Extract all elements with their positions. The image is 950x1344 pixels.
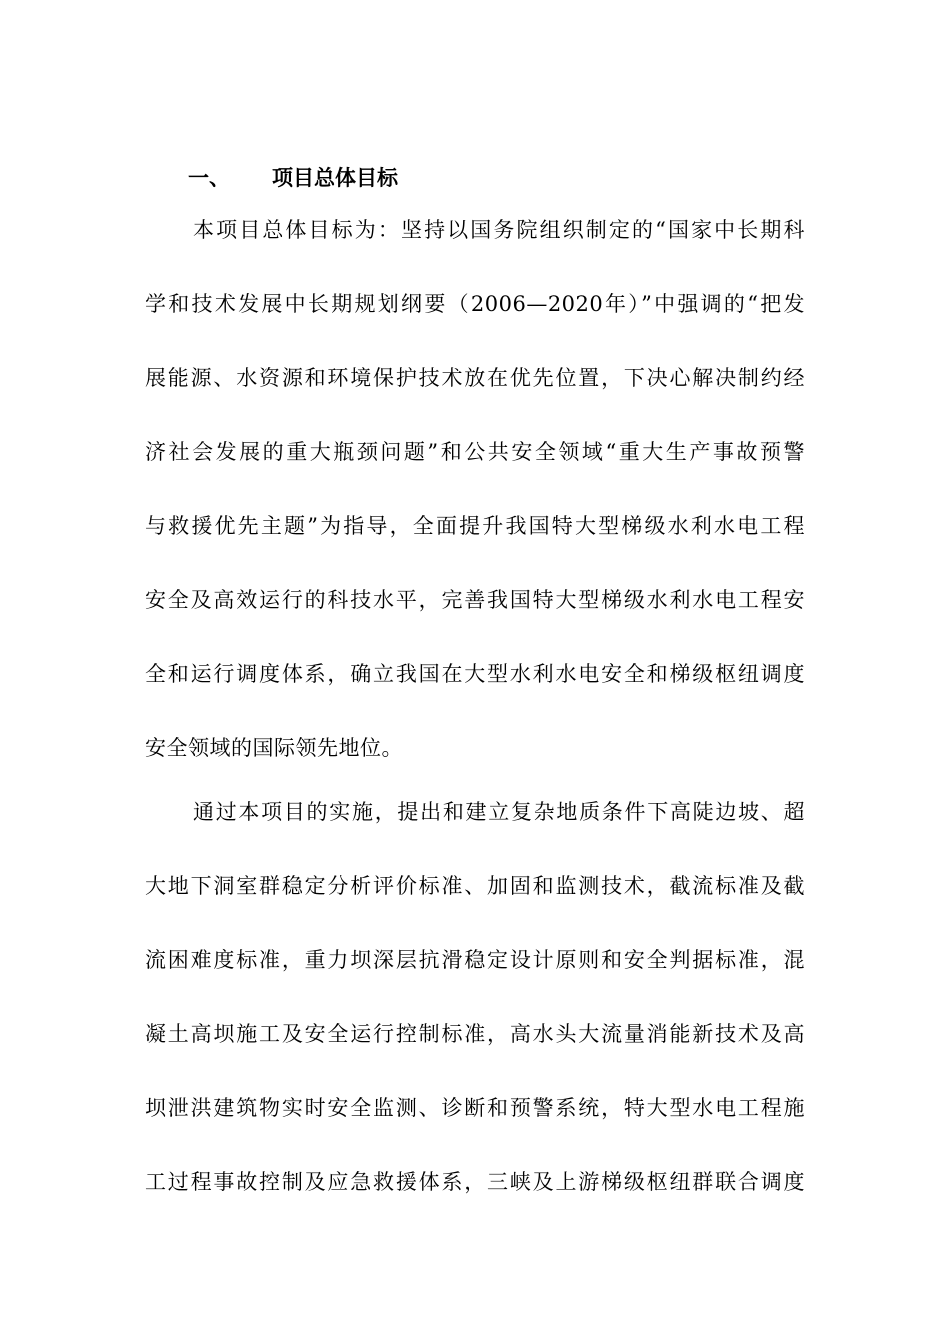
paragraph-1-line-3: 展能源、水资源和环境保护技术放在优先位置，下决心解决制约经	[145, 366, 805, 390]
paragraph-1-line-8: 安全领域的国际领先地位。	[145, 736, 403, 760]
paragraph-1-line-1: 本项目总体目标为：坚持以国务院组织制定的“国家中长期科	[193, 218, 805, 242]
section-title: 项目总体目标	[272, 166, 398, 190]
paragraph-1-line-2: 学和技术发展中长期规划纲要（2006—2020年）”中强调的“把发	[145, 292, 805, 316]
paragraph-1-line-5: 与救援优先主题”为指导，全面提升我国特大型梯级水利水电工程	[145, 514, 805, 538]
paragraph-2-line-2: 大地下洞室群稳定分析评价标准、加固和监测技术，截流标准及截	[145, 874, 805, 898]
paragraph-2-line-4: 凝土高坝施工及安全运行控制标准，高水头大流量消能新技术及高	[145, 1022, 805, 1046]
paragraph-2-line-1: 通过本项目的实施，提出和建立复杂地质条件下高陡边坡、超	[193, 800, 805, 824]
paragraph-2-line-5: 坝泄洪建筑物实时安全监测、诊断和预警系统，特大型水电工程施	[145, 1096, 805, 1120]
paragraph-2-line-6: 工过程事故控制及应急救援体系，三峡及上游梯级枢纽群联合调度	[145, 1170, 805, 1194]
paragraph-2-line-3: 流困难度标准，重力坝深层抗滑稳定设计原则和安全判据标准，混	[145, 948, 805, 972]
paragraph-1-line-4: 济社会发展的重大瓶颈问题”和公共安全领域“重大生产事故预警	[145, 440, 805, 464]
paragraph-1-line-6: 安全及高效运行的科技水平，完善我国特大型梯级水利水电工程安	[145, 588, 805, 612]
paragraph-1-line-7: 全和运行调度体系，确立我国在大型水利水电安全和梯级枢纽调度	[145, 662, 805, 686]
section-number: 一、	[188, 166, 230, 190]
section-heading	[188, 160, 398, 196]
